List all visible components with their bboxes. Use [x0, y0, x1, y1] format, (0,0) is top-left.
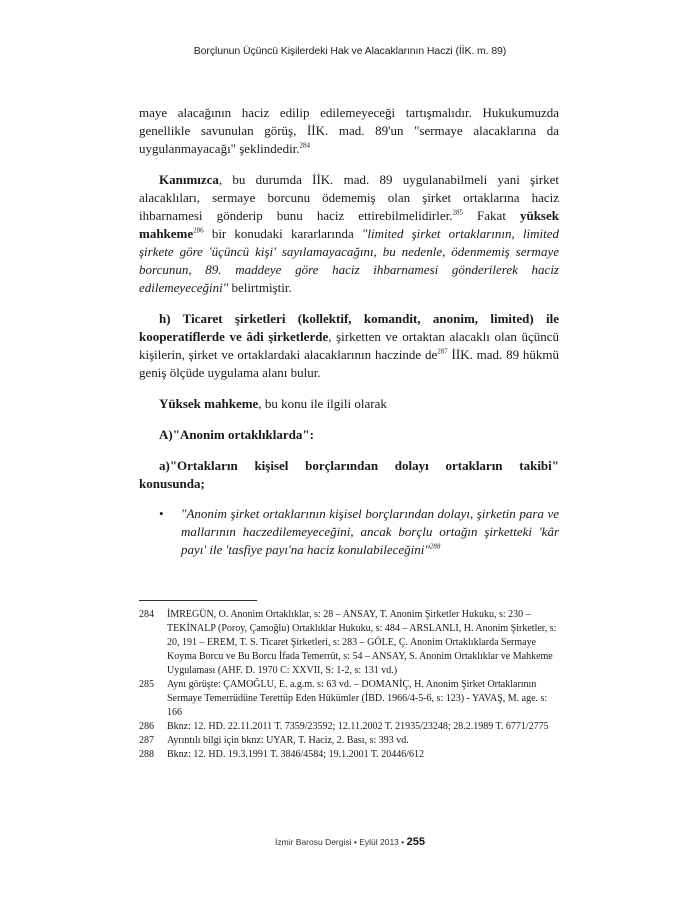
footnote-item: 287 Ayrıntılı bilgi için bknz: UYAR, T. Haciz, 2. Bası, s: 393 vd.: [139, 735, 409, 746]
footnote-ref[interactable]: 286: [193, 226, 204, 235]
body-text: [139, 104, 559, 559]
footnote-ref[interactable]: 287: [437, 347, 448, 356]
paragraph-2: Kanımızca, bu durumda İİK. mad. 89 uygulanabilmeli yani şirket alacaklıları, sermaye borcunu ödememiş olan şirket ortaklarına haciz ihbarnamesi gönderip bunu haciz ettirebilmelidirler.$^{285}$ Fakat yüksek mahkeme$^{286}$ bir konudaki kararlarında "limited şirket ortaklarının, limited şirkete göre 'üçüncü kişi' sayılamayacağını, bu nedenle, ödenmemiş sermaye borcunun, 89. maddeye göre haciz ihbarnamesi gönderilerek haciz edilemeyeceğini" belirtmiştir.: [139, 172, 559, 295]
quote-bullet: • "Anonim şirket ortaklarının kişisel borçlarından dolayı, şirketin para ve mallarının haczedilemeyeceğini, ancak borçlu ortağın şirketteki 'kâr payı' ile 'tasfiye payı'na haciz konulabileceğini"$^{288}$: [159, 506, 559, 557]
footnote-ref[interactable]: 288: [429, 542, 441, 551]
footnote-divider: [139, 600, 257, 601]
journal-name: İzmir Barosu Dergisi • Eylül 2013 •: [275, 837, 405, 847]
page-number: 255: [406, 836, 425, 848]
paragraph-1: maye alacağının haciz edilip edilemeyeceği tartışmalıdır. Hukukumuzda genellikle savunulan görüş, İİK. mad. 89'un "sermaye alacaklarına da uygulanmayacağı" şeklindedir.$^{284}$: [139, 105, 559, 156]
bullet-marker: •: [159, 506, 164, 521]
running-header: Borçlunun Üçüncü Kişilerdeki Hak ve Alacaklarının Haczi (İİK. m. 89): [193, 45, 507, 57]
section-heading-a: A)"Anonim ortaklıklarda":: [159, 427, 314, 442]
paragraph-4: Yüksek mahkeme, bu konu ile ilgili olarak: [159, 396, 387, 411]
page-footer: [0, 836, 700, 848]
footnote-ref[interactable]: 284: [299, 141, 311, 150]
footnote-item: 288 Bknz: 12. HD. 19.3.1991 T. 3846/4584; 19.1.2001 T. 20446/612: [139, 749, 425, 760]
footnote-ref[interactable]: 285: [452, 208, 464, 217]
footnote-item: 285 Aynı görüşte: ÇAMOĞLU, E. a.g.m. s: 63 vd. – DOMANİÇ, H. Anonim Şirket Ortaklarının Sermaye Temerrüdüne Terettüp Eden Hükümler (İBD. 1966/4-5-6, s: 123) - YAVAŞ, M. age. s: 166: [139, 679, 548, 718]
footnote-item: 286 Bknz: 12. HD. 22.11.2011 T. 7359/23592; 12.11.2002 T. 21935/23248; 28.2.1989 T. 6771/2775: [139, 721, 549, 732]
paragraph-3: h) Ticaret şirketleri (kollektif, komandit, anonim, limited) ile kooperatiflerde ve âdi şirketlerde, şirketten ve ortaktan alacaklı olan üçüncü kişilerin, şirket ve ortaklardaki alacaklarının haczinde $de^{287}$ İİK. mad. 89 hükmü geniş ölçüde uygulama alanı bulur.: [139, 311, 559, 380]
section-heading-a-a: a)"Ortakların kişisel borçlarından dolayı ortakların takibi" konusunda;: [139, 458, 559, 491]
footnotes: [139, 608, 563, 762]
footnote-item: 284 İMREGÜN, O. Anonim Ortaklıklar, s: 28 – ANSAY, T. Anonim Şirketler Hukuku, s: 230 – TEKİNALP (Poroy, Çamoğlu) Ortaklıklar Hukuku, s: 484 – ARSLANLI, H. Anonim Şirketler, s: 20, 191 – EREM, T. S. Ticaret Şirketleri, s: 283 – GÖLE, Ç. Anonim Ortaklıklarda Sermaye Koyma Borcu ve Bu Borcu İfada Temerrüt, s: 54 – ANSAY, S. Anonim Ortaklıklar ve Mahkeme Uygulaması (AHF. D. 1970 C: XXVII, S: 1-2, s: 131 vd.): [139, 609, 557, 676]
